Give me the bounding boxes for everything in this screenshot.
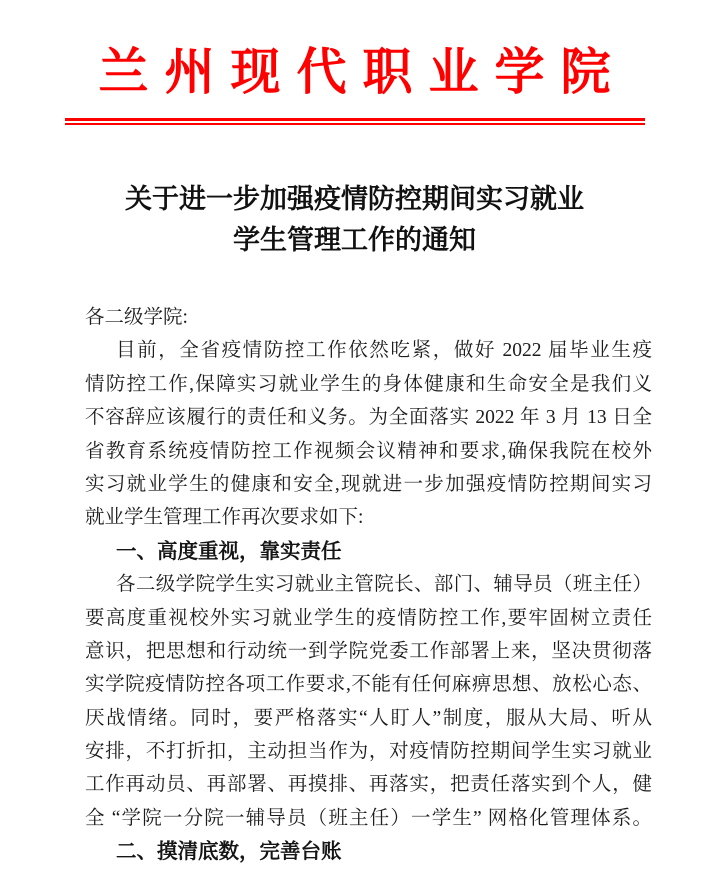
body-line: 全 “学院一分院一辅导员（班主任）一学生” 网格化管理体系。	[85, 807, 652, 829]
notice-title-line2: 学生管理工作的通知	[233, 225, 476, 255]
letterhead-double-rule	[65, 118, 645, 125]
notice-title	[0, 179, 709, 261]
body-line: 省教育系统疫情防控工作视频会议精神和要求,确保我院在校外	[85, 440, 652, 462]
body-line: 就业学生管理工作再次要求如下:	[85, 507, 364, 529]
body-line: 要高度重视校外实习就业学生的疫情防控工作,要牢固树立责任	[85, 607, 652, 629]
body-line: 不容辞应该履行的责任和义务。为全面落实 2022 年 3 月 13 日全	[85, 407, 652, 429]
body-line: 各二级学院:	[85, 307, 188, 328]
body-line: 厌战情绪。同时，要严格落实“人盯人”制度，服从大局、听从	[85, 707, 652, 729]
body-line: 工作再动员、再部署、再摸排、再落实，把责任落实到个人，健	[85, 774, 652, 796]
section-heading: 二、摸清底数，完善台账	[116, 840, 342, 864]
body-line: 情防控工作,保障实习就业学生的身体健康和生命安全是我们义	[85, 373, 652, 395]
letterhead	[0, 0, 709, 102]
body-line: 实习就业学生的健康和安全,现就进一步加强疫情防控期间实习	[85, 473, 652, 495]
body-line: 目前，全省疫情防控工作依然吃紧，做好 2022 届毕业生疫	[116, 340, 652, 362]
notice-title-line1: 关于进一步加强疫情防控期间实习就业	[125, 184, 584, 214]
body-line: 各二级学院学生实习就业主管院长、部门、辅导员（班主任）	[116, 574, 652, 596]
section-heading: 一、高度重视，靠实责任	[116, 539, 342, 563]
body-line: 实学院疫情防控各项工作要求,不能有任何麻痹思想、放松心态、	[85, 674, 652, 696]
body-line: 安排，不打折扣，主动担当作为，对疫情防控期间学生实习就业	[85, 741, 652, 763]
document-body	[85, 301, 652, 869]
body-line: 意识，把思想和行动统一到学院党委工作部署上来，坚决贯彻落	[85, 640, 652, 662]
college-name: 兰州现代职业学院	[98, 44, 627, 100]
